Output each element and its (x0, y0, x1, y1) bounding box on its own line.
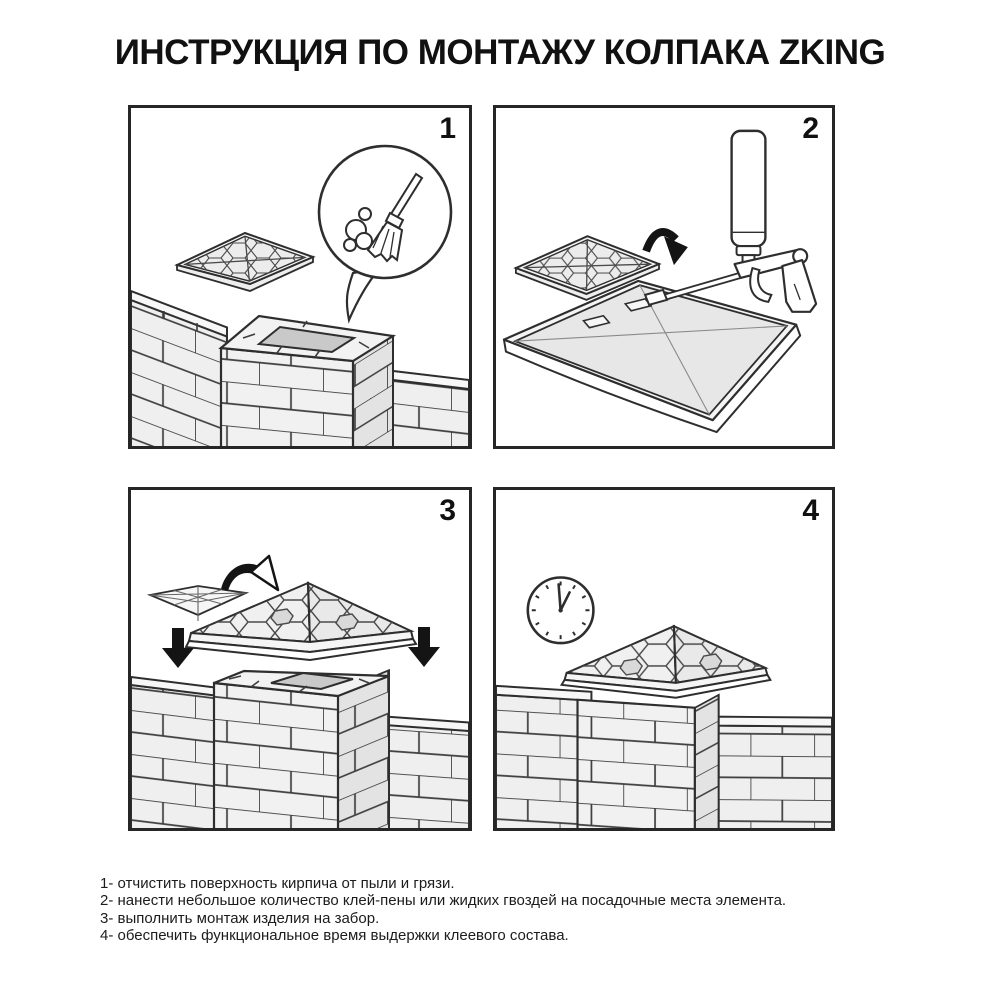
flip-arrow-icon (646, 232, 688, 265)
flip-arrow-icon (221, 556, 278, 591)
clock-icon (528, 577, 594, 643)
foam-gun-icon (645, 131, 816, 312)
step-1-illustration (131, 108, 469, 446)
down-arrow-icon (408, 627, 440, 667)
cap-top-view (177, 233, 313, 291)
instruction-list (100, 875, 786, 945)
brick-pillar-open-top (221, 316, 393, 446)
brick-pillar-open-top (214, 670, 389, 828)
foam-canister (732, 131, 766, 246)
down-arrow-icon (162, 628, 194, 668)
panel-number-1: 1 (439, 112, 456, 145)
instruction-line-3: 3- выполнить монтаж изделия на забор. (100, 909, 380, 927)
cap-installed (562, 626, 771, 698)
panel-number-4: 4 (802, 494, 819, 527)
panel-step-2 (493, 105, 835, 449)
step-2-illustration (496, 108, 832, 446)
instruction-line-2: 2- нанести небольшое количество клей-пены или жидких гвоздей на посадочные места элемента. (100, 892, 787, 910)
brick-pillar (578, 695, 719, 828)
panel-step-4 (493, 487, 835, 831)
page-title: ИНСТРУКЦИЯ ПО МОНТАЖУ КОЛПАКА ZKING (114, 33, 886, 72)
step-3-illustration (131, 490, 469, 828)
panel-step-1 (128, 105, 472, 449)
brick-wall-right (715, 717, 832, 828)
brick-wall-right (389, 371, 469, 447)
instruction-line-1: 1- отчистить поверхность кирпича от пыли и грязи. (100, 875, 455, 892)
brick-wall-left (131, 677, 227, 828)
panel-step-3 (128, 487, 472, 831)
instruction-line-4: 4- обеспечить функциональное время выдержки клеевого состава. (100, 927, 569, 945)
panel-number-3: 3 (439, 494, 456, 527)
step-4-illustration (496, 490, 832, 828)
brick-wall-left (131, 291, 227, 446)
speech-bubble (319, 146, 451, 320)
panel-grid (128, 105, 835, 831)
panel-number-2: 2 (802, 112, 819, 145)
